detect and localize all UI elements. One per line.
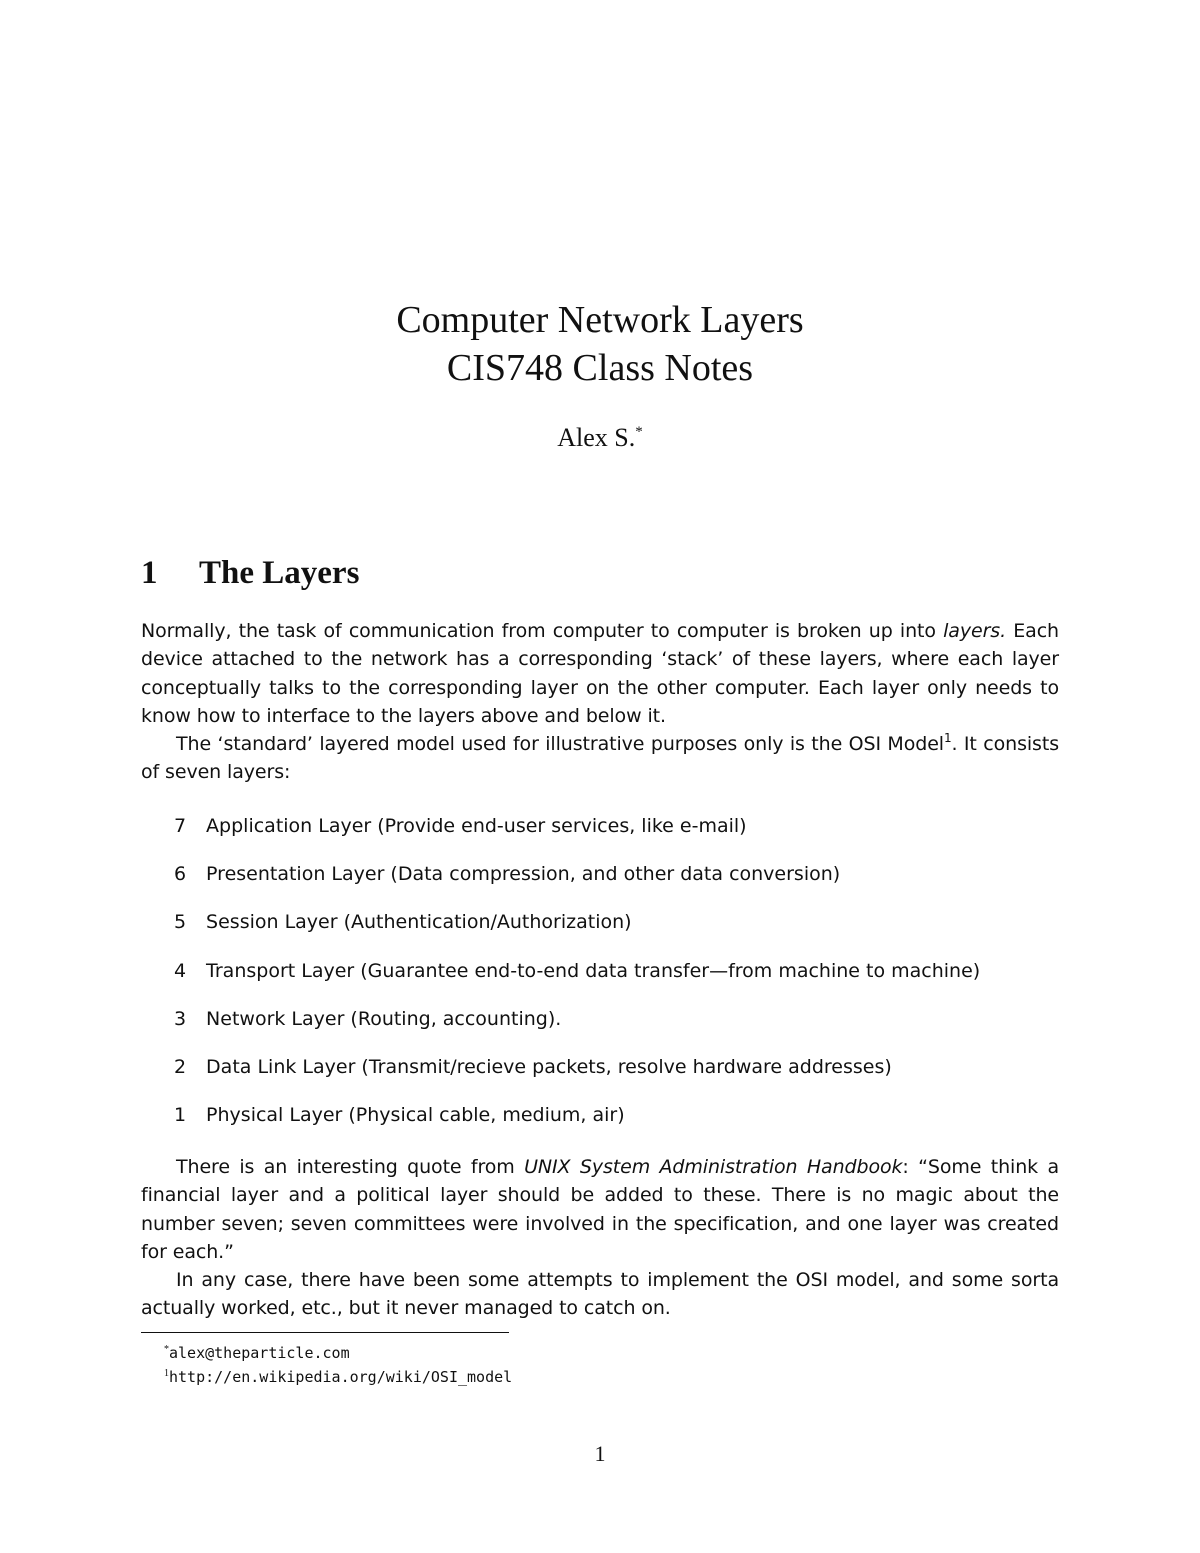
author-name: Alex S. (557, 423, 636, 452)
paragraph-3 (141, 1153, 1059, 1266)
paragraph-1-emphasis: layers. (943, 620, 1007, 642)
list-item-text: Physical Layer (Physical cable, medium, air) (206, 1104, 625, 1127)
footnote-author-email (164, 1341, 512, 1365)
list-item-number: 3 (174, 1007, 187, 1030)
list-item (174, 957, 980, 1005)
paragraph-3-text: There is an interesting quote from (176, 1156, 525, 1178)
layer-list (174, 812, 980, 1149)
list-item (174, 908, 980, 956)
footnotes (164, 1341, 512, 1389)
paragraph-2-text: The ‘standard’ layered model used for illustrative purposes only is the OSI Model (176, 733, 944, 755)
section-heading (141, 555, 359, 592)
list-item-number: 6 (174, 863, 187, 886)
paragraph-2-text-rest: . It consists of seven layers: (141, 733, 1059, 784)
author-footnote-mark: * (635, 424, 643, 440)
list-item-text: Transport Layer (Guarantee end-to-end data transfer—from machine to machine) (206, 959, 981, 982)
list-item-text: Presentation Layer (Data compression, and other data conversion) (206, 863, 841, 886)
paragraph-4: In any case, there have been some attempts to implement the OSI model, and some sorta actually worked, etc., but it never managed to catch on. (141, 1269, 1059, 1320)
list-item-number: 7 (174, 815, 187, 837)
list-item (174, 860, 980, 908)
section-number: 1 (141, 555, 158, 591)
paragraph-1-text: Normally, the task of communication from computer to computer is broken up into (141, 620, 944, 642)
document-subtitle: CIS748 Class Notes (446, 347, 754, 389)
wikipedia-link[interactable]: http://en.wikipedia.org/wiki/OSI_model (169, 1368, 513, 1386)
book-title: UNIX System Administration Handbook (524, 1156, 903, 1178)
list-item-number: 5 (174, 911, 187, 934)
list-item-text: Network Layer (Routing, accounting). (206, 1007, 562, 1030)
footnote-1 (164, 1365, 512, 1389)
list-item (174, 1005, 980, 1053)
footnote-ref-1[interactable]: 1 (943, 731, 952, 745)
paragraph-1-text-rest: Each device attached to the network has a corresponding ‘stack’ of these layers, where each layer conceptually talks to the corresponding layer on the other computer. Each layer only needs to know how to interface to the layers above and below it. (141, 620, 1059, 727)
title-block (0, 296, 1200, 392)
list-item-number: 2 (174, 1055, 187, 1078)
paragraph-intro (141, 617, 1059, 730)
paragraph-closing (141, 1153, 1059, 1323)
email-link[interactable]: alex@theparticle.com (169, 1344, 350, 1362)
list-item (174, 812, 980, 860)
document-title: Computer Network Layers (396, 299, 804, 341)
paragraph-2 (141, 730, 1059, 787)
list-item-number: 4 (174, 959, 187, 982)
list-item-text: Session Layer (Authentication/Authorization) (206, 911, 632, 934)
list-item-number: 1 (174, 1104, 187, 1127)
list-item (174, 1053, 980, 1101)
section-title: The Layers (199, 555, 360, 591)
page-number: 1 (594, 1441, 606, 1466)
paragraph-1 (141, 617, 1059, 730)
author (0, 423, 1200, 453)
footnote-mark: 1 (164, 1368, 169, 1379)
paragraph-3-text-rest: : “Some think a financial layer and a political layer should be added to these. There is no magic about the number seven; seven committees were involved in the specification, and one layer was created for each.” (141, 1156, 1059, 1263)
list-item-text: Data Link Layer (Transmit/recieve packets, resolve hardware addresses) (206, 1055, 892, 1078)
list-item (174, 1101, 980, 1149)
footnote-divider (141, 1332, 509, 1333)
paragraph-osi (141, 730, 1059, 787)
list-item-text: Application Layer (Provide end-user services, like e-mail) (206, 815, 747, 837)
footnote-mark: * (164, 1344, 169, 1355)
